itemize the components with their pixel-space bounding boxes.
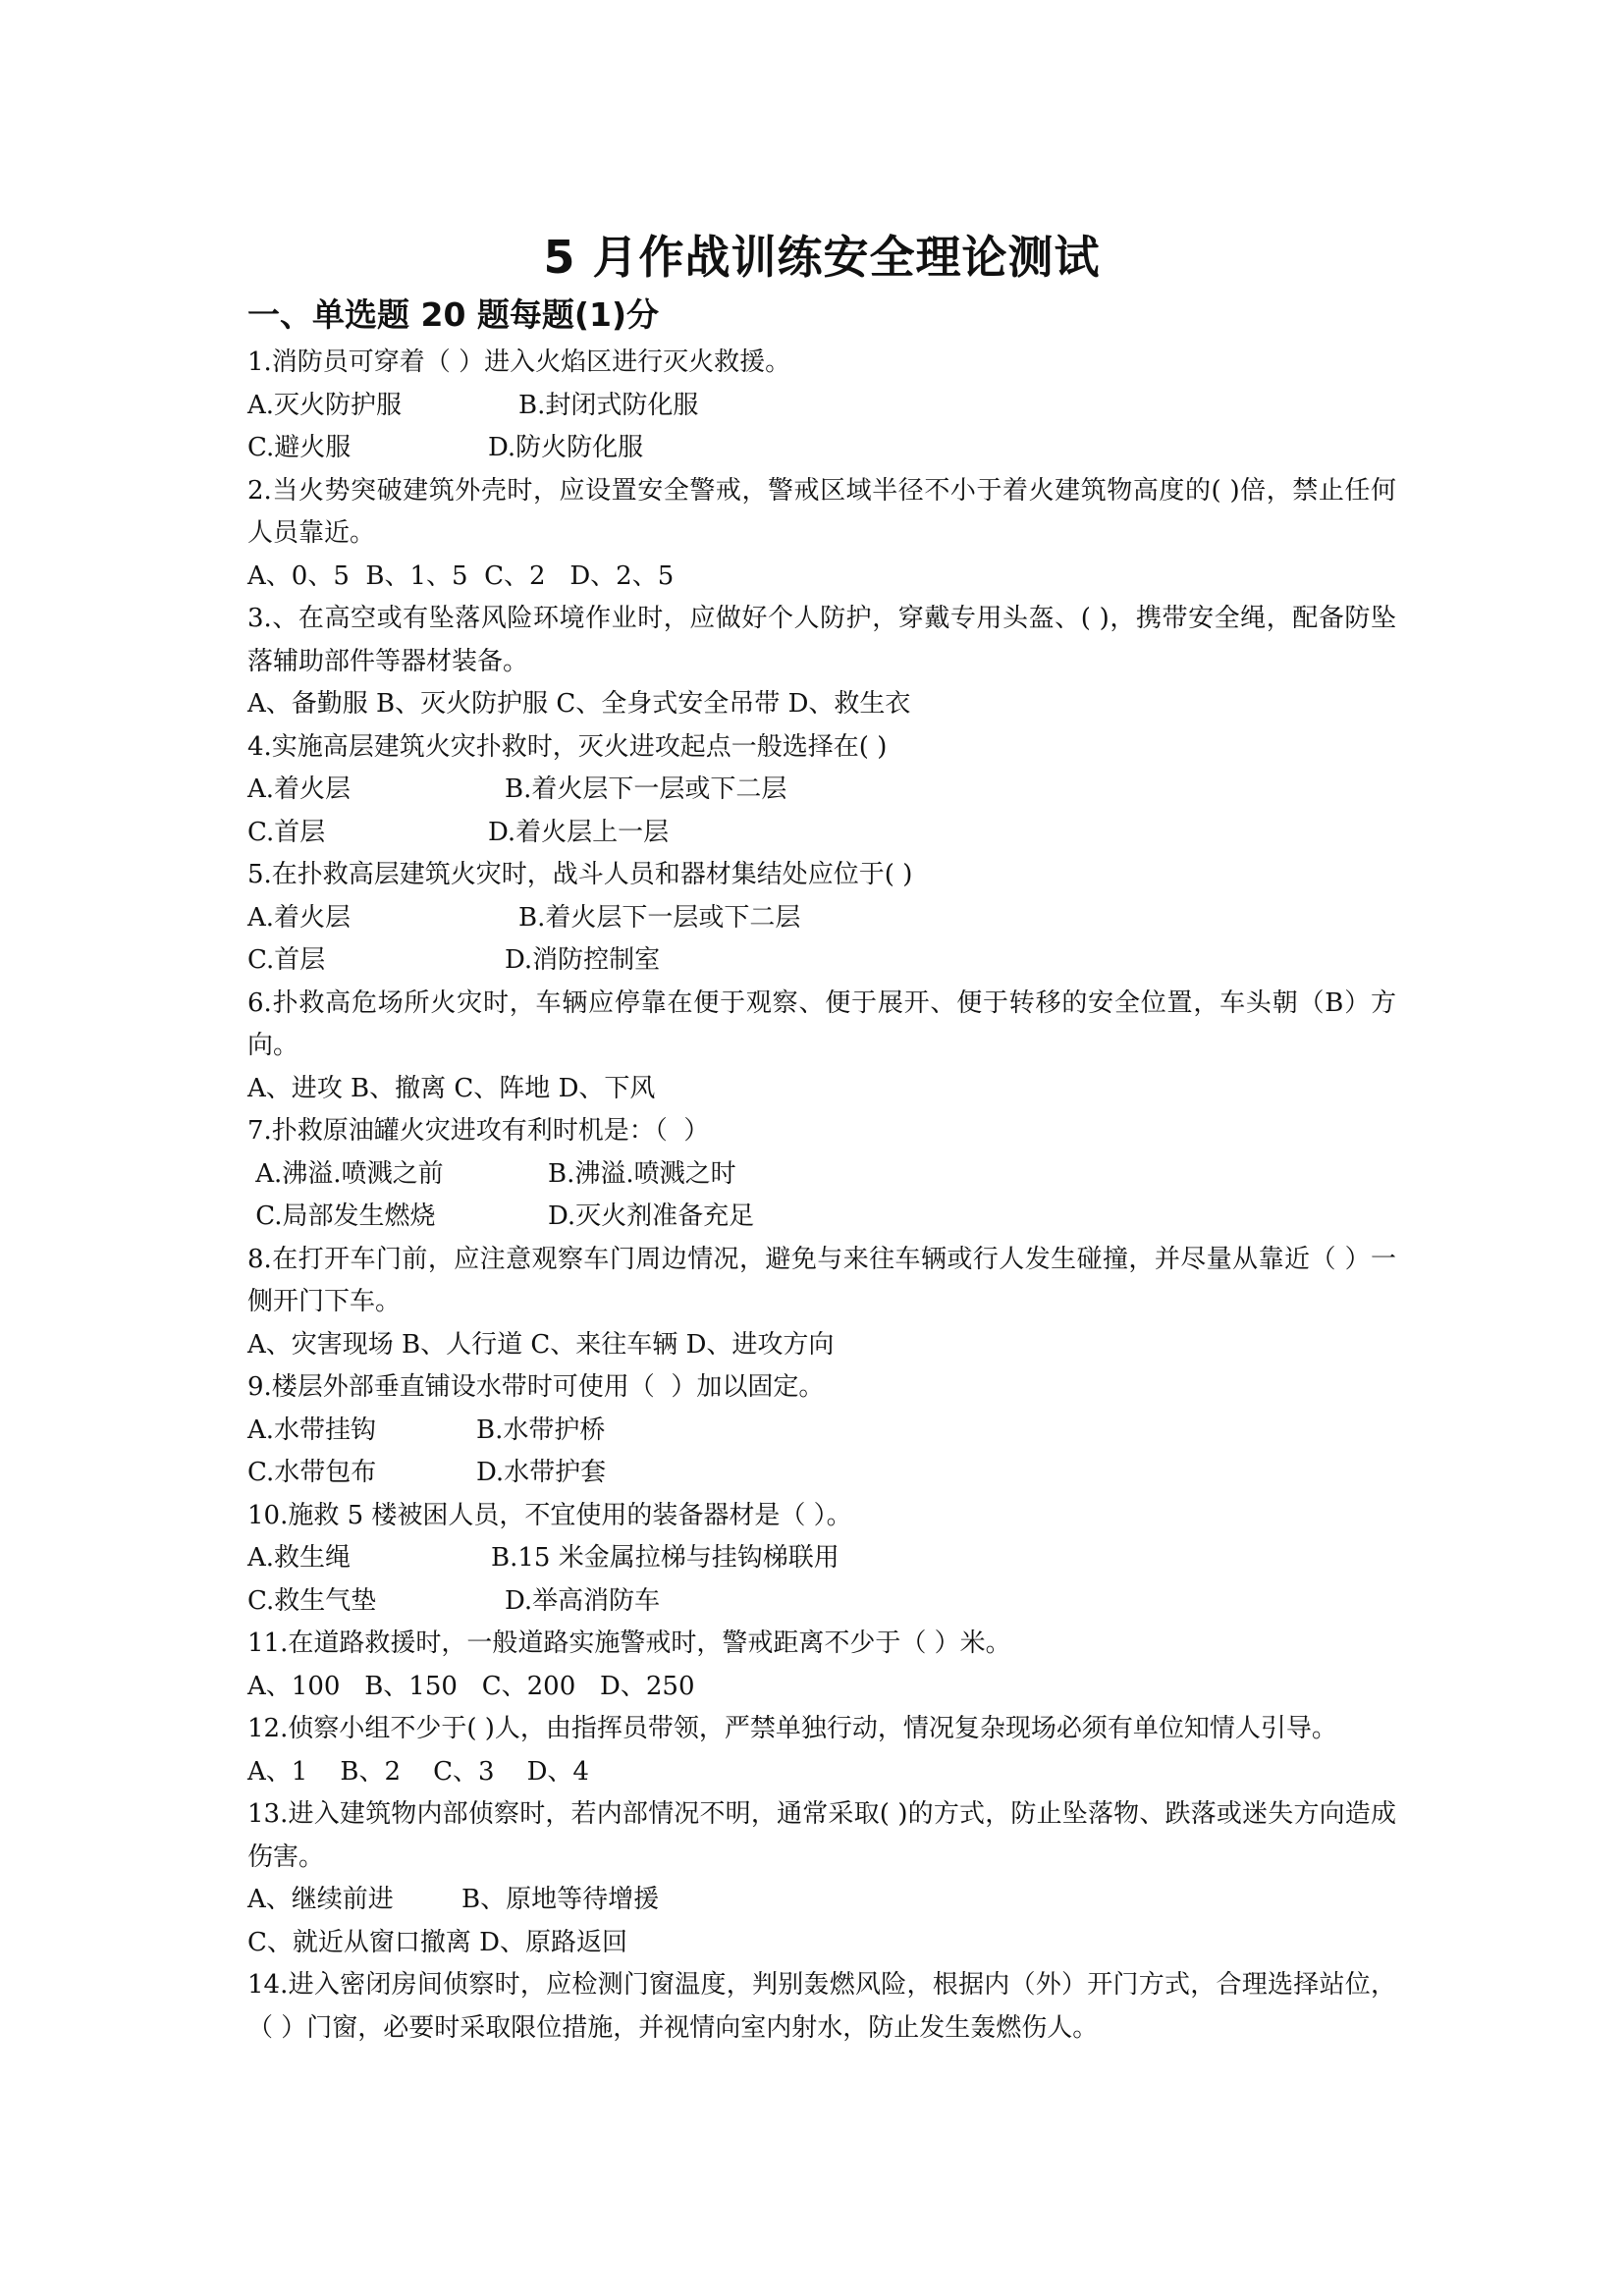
question-stem: 1.消防员可穿着（ ）进入火焰区进行灭火救援。 — [247, 347, 791, 377]
question-4 — [247, 726, 1396, 855]
options-inline: A、1 B、2 C、3 D、4 — [247, 1756, 589, 1787]
option-a: A、继续前进 — [247, 1885, 394, 1914]
options-row — [247, 1580, 1396, 1624]
options-row — [247, 769, 1396, 812]
question-14 — [247, 1964, 1396, 2050]
option-a: A.着火层 — [247, 774, 352, 804]
options-row — [247, 1537, 1396, 1580]
question-stem: 8.在打开车门前，应注意观察车门周边情况，避免与来往车辆或行人发生碰撞，并尽量从靠近（ ）一侧开门下车。 — [247, 1244, 1396, 1316]
question-stem: 2.当火势突破建筑外壳时，应设置安全警戒，警戒区域半径不小于着火建筑物高度的( )倍，禁止任何人员靠近。 — [247, 475, 1396, 548]
option-c: C.首层 — [247, 817, 326, 847]
question-13 — [247, 1793, 1396, 1964]
options-row — [247, 427, 1396, 470]
options-row — [247, 1153, 1396, 1197]
question-2 — [247, 470, 1396, 599]
option-c: C.水带包布 — [247, 1458, 377, 1487]
options-row — [247, 385, 1396, 428]
question-stem: 13.进入建筑物内部侦察时，若内部情况不明，通常采取( )的方式，防止坠落物、跌落或迷失方向造成伤害。 — [247, 1799, 1396, 1872]
document-page — [247, 226, 1396, 2050]
option-c: C.救生气垫 — [247, 1585, 377, 1616]
options-row — [247, 897, 1396, 940]
options-row — [247, 1922, 1396, 1965]
option-c: C.首层 — [247, 945, 326, 975]
options-row — [247, 1196, 1396, 1239]
options-inline: A、0、5 B、1、5 C、2 D、2、5 — [247, 561, 675, 591]
option-a: A.水带挂钩 — [247, 1415, 377, 1445]
page-title: 5 月作战训练安全理论测试 — [543, 231, 1101, 284]
option-d: D.举高消防车 — [505, 1585, 661, 1616]
options-inline: A、灾害现场 B、人行道 C、来往车辆 D、进攻方向 — [247, 1329, 835, 1360]
question-stem: 14.进入密闭房间侦察时，应检测门窗温度，判别轰燃风险，根据内（外）开门方式，合理选择站位，（ ）门窗，必要时采取限位措施，并视情向室内射水，防止发生轰燃伤人。 — [247, 1970, 1396, 2043]
option-c: C.避火服 — [247, 433, 352, 462]
options-inline: A、备勤服 B、灭火防护服 C、全身式安全吊带 D、救生衣 — [247, 689, 911, 719]
option-b: B.着火层下一层或下二层 — [518, 902, 801, 933]
question-stem: 3.、在高空或有坠落风险环境作业时，应做好个人防护，穿戴专用头盔、( )，携带安全绳，配备防坠落辅助部件等器材装备。 — [247, 604, 1396, 676]
question-stem: 12.侦察小组不少于( )人，由指挥员带领，严禁单独行动，情况复杂现场必须有单位知情人引导。 — [247, 1714, 1337, 1743]
option-d: D.消防控制室 — [505, 945, 661, 975]
option-b: B.水带护桥 — [476, 1415, 606, 1445]
options-row — [247, 939, 1396, 983]
options-row — [247, 1452, 1396, 1495]
option-d: D.水带护套 — [476, 1458, 607, 1487]
options-inline: A、100 B、150 C、200 D、250 — [247, 1671, 695, 1701]
question-7 — [247, 1110, 1396, 1239]
option-b: B.沸溢.喷溅之时 — [548, 1158, 736, 1189]
question-9 — [247, 1366, 1396, 1495]
question-stem: 9.楼层外部垂直铺设水带时可使用（ ）加以固定。 — [247, 1372, 825, 1402]
option-b: B、原地等待增援 — [461, 1885, 660, 1914]
option-d: D.灭火剂准备充足 — [548, 1201, 755, 1231]
question-6 — [247, 983, 1396, 1111]
option-b: B.15 米金属拉梯与挂钩梯联用 — [491, 1543, 839, 1573]
options-row — [247, 812, 1396, 855]
question-12 — [247, 1708, 1396, 1793]
question-stem: 5.在扑救高层建筑火灾时，战斗人员和器材集结处应位于( ) — [247, 860, 913, 889]
option-a: A.灭火防护服 — [247, 390, 403, 420]
question-stem: 4.实施高层建筑火灾扑救时，灭火进攻起点一般选择在( ) — [247, 731, 888, 762]
question-stem: 11.在道路救援时，一般道路实施警戒时，警戒距离不少于（ ）米。 — [247, 1629, 1011, 1658]
option-a: A.救生绳 — [247, 1543, 352, 1573]
option-b: B.着火层下一层或下二层 — [505, 774, 787, 804]
question-8 — [247, 1239, 1396, 1367]
question-5 — [247, 854, 1396, 983]
question-10 — [247, 1495, 1396, 1624]
option-d: D.着火层上一层 — [488, 817, 670, 847]
options-row — [247, 1410, 1396, 1453]
options-inline: A、进攻 B、撤离 C、阵地 D、下风 — [247, 1073, 656, 1103]
option-b: B.封闭式防化服 — [518, 390, 699, 420]
option-c: C.局部发生燃烧 — [247, 1201, 436, 1231]
option-d: D.防火防化服 — [488, 433, 644, 462]
option-a: A.沸溢.喷溅之前 — [247, 1158, 444, 1189]
question-3 — [247, 598, 1396, 726]
question-11 — [247, 1623, 1396, 1708]
option-a: A.着火层 — [247, 902, 352, 933]
question-stem: 6.扑救高危场所火灾时，车辆应停靠在便于观察、便于展开、便于转移的安全位置，车头朝（B）方向。 — [247, 988, 1396, 1060]
question-stem: 7.扑救原油罐火灾进攻有利时机是：（ ） — [247, 1116, 710, 1146]
question-stem: 10.施救 5 楼被困人员，不宜使用的装备器材是（ ）。 — [247, 1500, 852, 1530]
option-c-d: C、就近从窗口撤离 D、原路返回 — [247, 1927, 628, 1957]
question-1 — [247, 342, 1396, 470]
options-row — [247, 1879, 1396, 1922]
section-title: 一、单选题 20 题每题(1)分 — [247, 295, 660, 334]
